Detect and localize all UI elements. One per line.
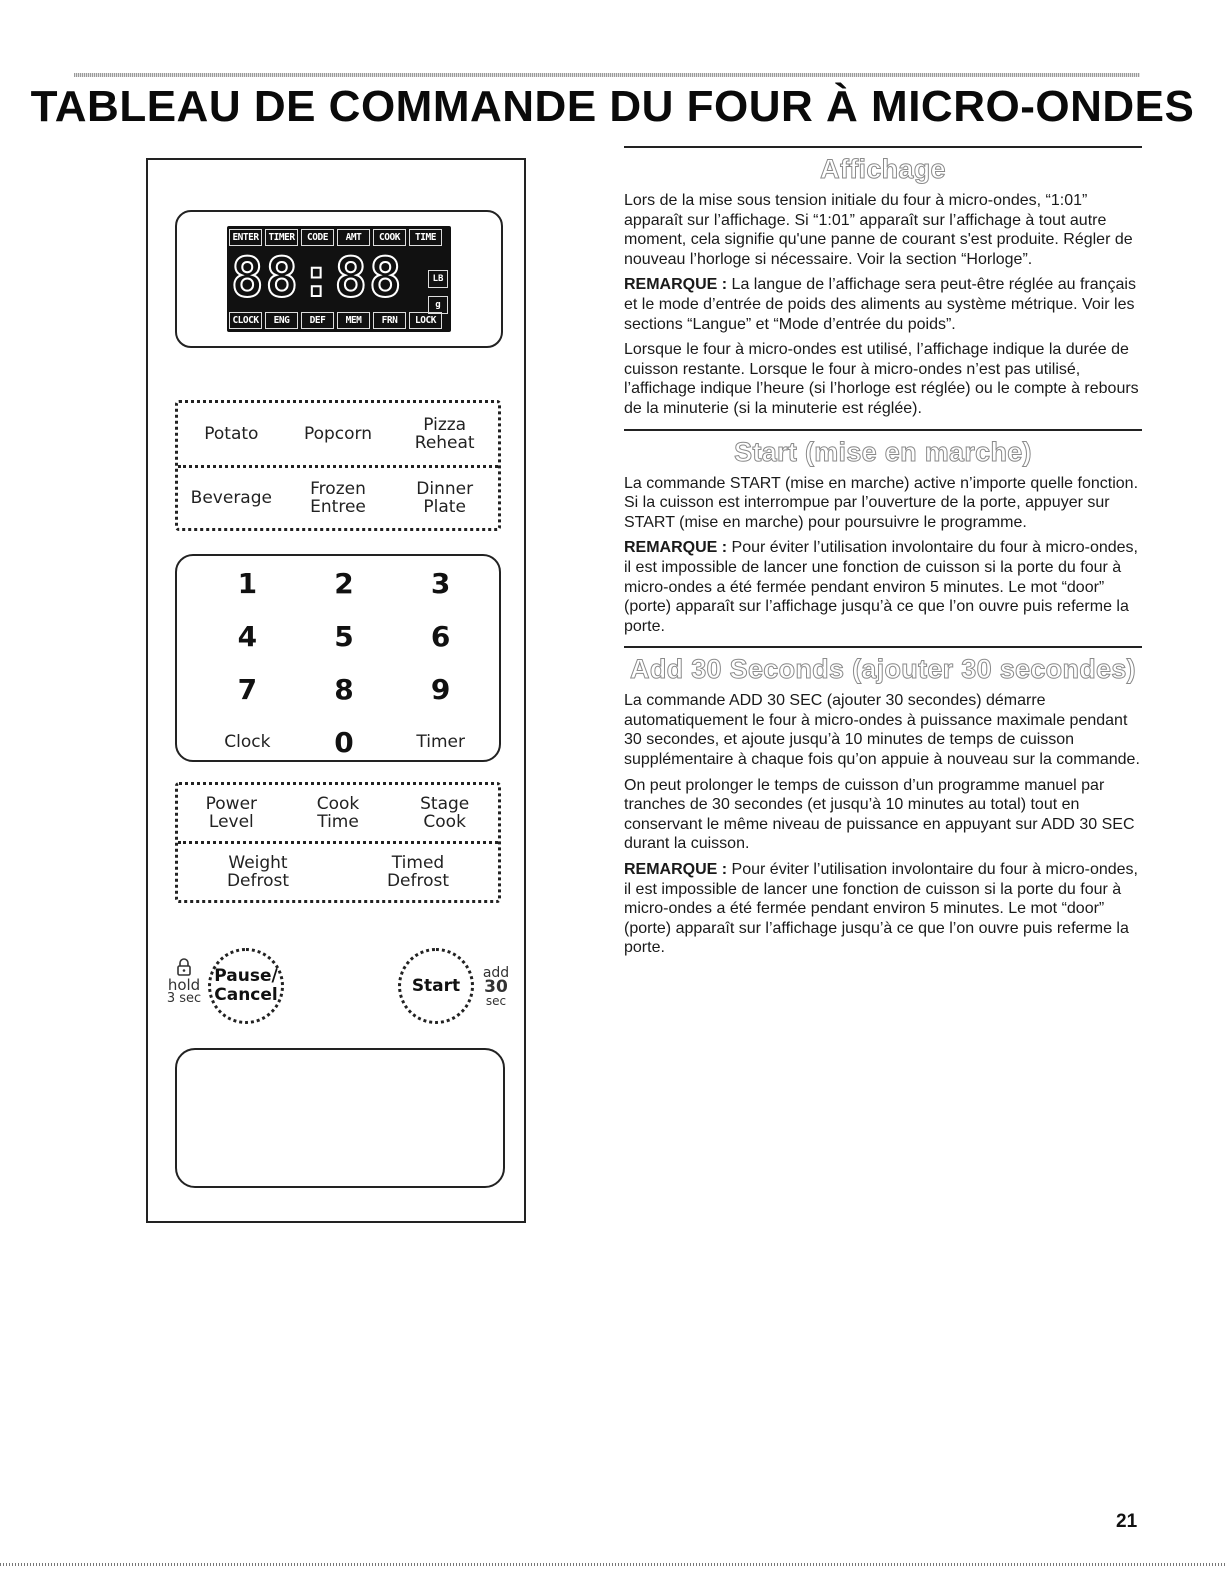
key-5[interactable]: 5 — [334, 620, 354, 653]
sensor-row-1 — [178, 403, 498, 465]
lcd-indicator: CODE — [301, 229, 334, 246]
stage-label: Stage — [420, 794, 470, 814]
timer-button[interactable]: Timer — [416, 732, 465, 752]
lcd-indicator: FRN — [373, 312, 406, 329]
lcd-indicator: AMT — [337, 229, 370, 246]
paragraph-text: Pour éviter l’utilisation involontaire du four à micro-ondes, il est impossible de lancer une fonction de cuisson si la porte du four à micro-ondes a été fermée pendant environ 5 minutes. Le mot “door” (porte) apparaît sur l’affichage jusqu’à ce que l’on ouvre puis referme la porte. — [624, 539, 1138, 635]
lcd-indicator: DEF — [301, 312, 334, 329]
lcd-top-indicators — [229, 229, 442, 246]
paragraph-text: Pour éviter l’utilisation involontaire du four à micro-ondes, il est impossible de lancer une fonction de cuisson si la porte du four à micro-ondes a été fermée pendant environ 5 minutes. Le mot “door” (porte) apparaît sur l’affichage jusqu’à ce que l’on ouvre puis referme la porte. — [624, 861, 1138, 957]
cook-row-1 — [178, 785, 498, 841]
cook-options-group — [175, 782, 501, 903]
start-label: Start — [411, 975, 461, 996]
power-label: Power — [205, 794, 258, 814]
lcd-indicator: TIMER — [265, 229, 298, 246]
lcd-unit-g: g — [428, 296, 448, 314]
lcd-digits: 88:88 — [231, 246, 404, 309]
number-keypad — [175, 554, 501, 762]
paragraph-text: On peut prolonger le temps de cuisson d’un programme manuel par tranches de 30 secondes (et jusqu’à 10 minutes au total) tout en conservant le même niveau de puissance en appuyant sur ADD 30 SEC durant la cuisson. — [624, 776, 1135, 853]
section-add-30-seconds — [624, 646, 1142, 958]
popcorn-label: Popcorn — [303, 424, 373, 444]
pause-cancel-button[interactable] — [208, 948, 284, 1024]
paragraph-text: La commande ADD 30 SEC (ajouter 30 secondes) démarre automatiquement le four à micro-ondes à puissance maximale pendant 30 secondes, et ajoute jusqu’à 10 minutes de temps de cuisson supplémentaire à chaque fois qu’on appuie à nouveau sur la commande. — [624, 692, 1140, 769]
add-sec-label: sec — [485, 994, 507, 1008]
timed-label: Timed — [391, 853, 445, 873]
text-column — [624, 146, 1142, 968]
timed-defrost-label: Defrost — [386, 871, 450, 891]
frozen-entree-button[interactable] — [285, 480, 392, 516]
cook-time-button[interactable] — [285, 795, 392, 831]
section-start — [624, 429, 1142, 637]
reheat-label: Reheat — [414, 433, 475, 453]
key-8[interactable]: 8 — [334, 673, 354, 706]
pizza-reheat-button[interactable] — [391, 416, 498, 452]
key-6[interactable]: 6 — [430, 620, 451, 653]
lcd-indicator: CLOCK — [229, 312, 262, 329]
weight-label: Weight — [228, 853, 288, 873]
dinner-label: Dinner — [416, 479, 474, 499]
note-label: REMARQUE : — [624, 276, 728, 294]
lcd-indicator: TIME — [409, 229, 442, 246]
display-frame — [175, 210, 503, 348]
key-1[interactable]: 1 — [237, 567, 258, 600]
key-grid — [199, 568, 489, 758]
paragraph-text: Lorsque le four à micro-ondes est utilisé, l’affichage indique la durée de cuisson restante. Lorsque le four à micro-ondes n’est pas utilisé, l’affichage indique l’heure (si l’horloge est réglée) ou le compte à rebours de la minuterie (si la minuterie est réglée). — [624, 341, 1139, 417]
timed-defrost-button[interactable] — [338, 854, 498, 890]
start-button[interactable] — [398, 948, 474, 1024]
weight-defrost-label: Defrost — [226, 871, 290, 891]
control-panel-figure — [146, 158, 526, 1223]
key-4[interactable]: 4 — [237, 620, 258, 653]
paragraph-text: La commande START (mise en marche) active n’importe quelle fonction. Si la cuisson est interrompue par l’ouverture de la porte, appuyer sur START (mise en marche) pour poursuivre le programme. — [624, 474, 1139, 531]
section-title: Add 30 Seconds (ajouter 30 secondes) — [630, 654, 1136, 685]
cook-row-2 — [178, 841, 498, 900]
note-label: REMARQUE : — [624, 861, 728, 879]
note-label: REMARQUE : — [624, 539, 728, 557]
paragraph — [624, 691, 1142, 769]
add-label: add — [482, 965, 510, 981]
pause-label: Pause/ — [214, 966, 278, 986]
hold-duration-label: 3 sec — [166, 991, 202, 1006]
lcd-indicator: MEM — [337, 312, 370, 329]
paragraph — [624, 474, 1142, 533]
potato-button[interactable] — [178, 425, 285, 443]
paragraph — [624, 191, 1142, 269]
level-label: Level — [208, 812, 254, 832]
note-paragraph — [624, 275, 1142, 334]
lcd-unit-lb: LB — [428, 270, 448, 288]
section-affichage — [624, 146, 1142, 419]
time-label: Time — [317, 812, 359, 832]
section-divider — [624, 646, 1142, 648]
section-divider — [624, 146, 1142, 148]
note-paragraph — [624, 538, 1142, 636]
clock-button[interactable]: Clock — [224, 732, 271, 752]
lcd-indicator: ENG — [265, 312, 298, 329]
paragraph — [624, 776, 1142, 854]
key-0[interactable]: 0 — [334, 726, 354, 759]
paragraph — [624, 340, 1142, 418]
cancel-label: Cancel — [214, 985, 278, 1005]
add-30-label: 30 — [484, 977, 508, 997]
entree-label: Entree — [310, 497, 366, 517]
bottom-panel-box — [175, 1048, 505, 1188]
hold-label: hold — [167, 976, 201, 994]
beverage-button[interactable] — [178, 489, 285, 507]
frozen-label: Frozen — [310, 479, 366, 499]
lock-icon — [176, 958, 192, 976]
popcorn-button[interactable] — [285, 425, 392, 443]
paragraph-text: La langue de l’affichage sera peut-être réglée au français et le mode d’entrée de poids des aliments au système métrique. Voir les sections “Langue” et “Mode d’entrée du poids”. — [624, 276, 1136, 333]
key-7[interactable]: 7 — [237, 673, 258, 706]
section-divider — [624, 429, 1142, 431]
beverage-label: Beverage — [190, 488, 272, 508]
lcd-bottom-indicators — [229, 312, 442, 329]
note-paragraph — [624, 860, 1142, 958]
add-30-sec-note — [476, 966, 516, 1008]
sensor-cook-group — [175, 400, 501, 531]
lcd-indicator: ENTER — [229, 229, 262, 246]
top-rule — [74, 73, 1140, 77]
lcd-indicator: LOCK — [409, 312, 442, 329]
paragraph-text: Lors de la mise sous tension initiale du four à micro-ondes, “1:01” apparaît sur l’affichage. Si “1:01” apparaît sur l’affichage à tout autre moment, cela signifie qu'une panne de courant s'est produite. Régler de nouveau l’horloge si nécessaire. Voir la section “Horloge”. — [624, 192, 1133, 268]
potato-label: Potato — [204, 424, 259, 444]
weight-defrost-button[interactable] — [178, 854, 338, 890]
key-9[interactable]: 9 — [430, 673, 451, 706]
key-3[interactable]: 3 — [430, 567, 451, 600]
plate-label: Plate — [423, 497, 466, 517]
hold-lock-note — [162, 958, 206, 1006]
page-title: TABLEAU DE COMMANDE DU FOUR À MICRO-ONDES — [30, 82, 1195, 131]
key-2[interactable]: 2 — [334, 567, 354, 600]
stage-cook-button[interactable] — [391, 795, 498, 831]
page-number: 21 — [1116, 1511, 1138, 1532]
dinner-plate-button[interactable] — [391, 480, 498, 516]
section-title: Affichage — [820, 154, 946, 184]
section-title: Start (mise en marche) — [734, 436, 1032, 467]
power-level-button[interactable] — [178, 795, 285, 831]
lcd-indicator: COOK — [373, 229, 406, 246]
stage-cook-label: Cook — [423, 812, 466, 832]
cook-label: Cook — [316, 794, 360, 814]
pizza-label: Pizza — [423, 415, 467, 435]
sensor-row-2 — [178, 465, 498, 528]
bottom-rule — [0, 1563, 1225, 1566]
lcd-display — [227, 226, 451, 332]
